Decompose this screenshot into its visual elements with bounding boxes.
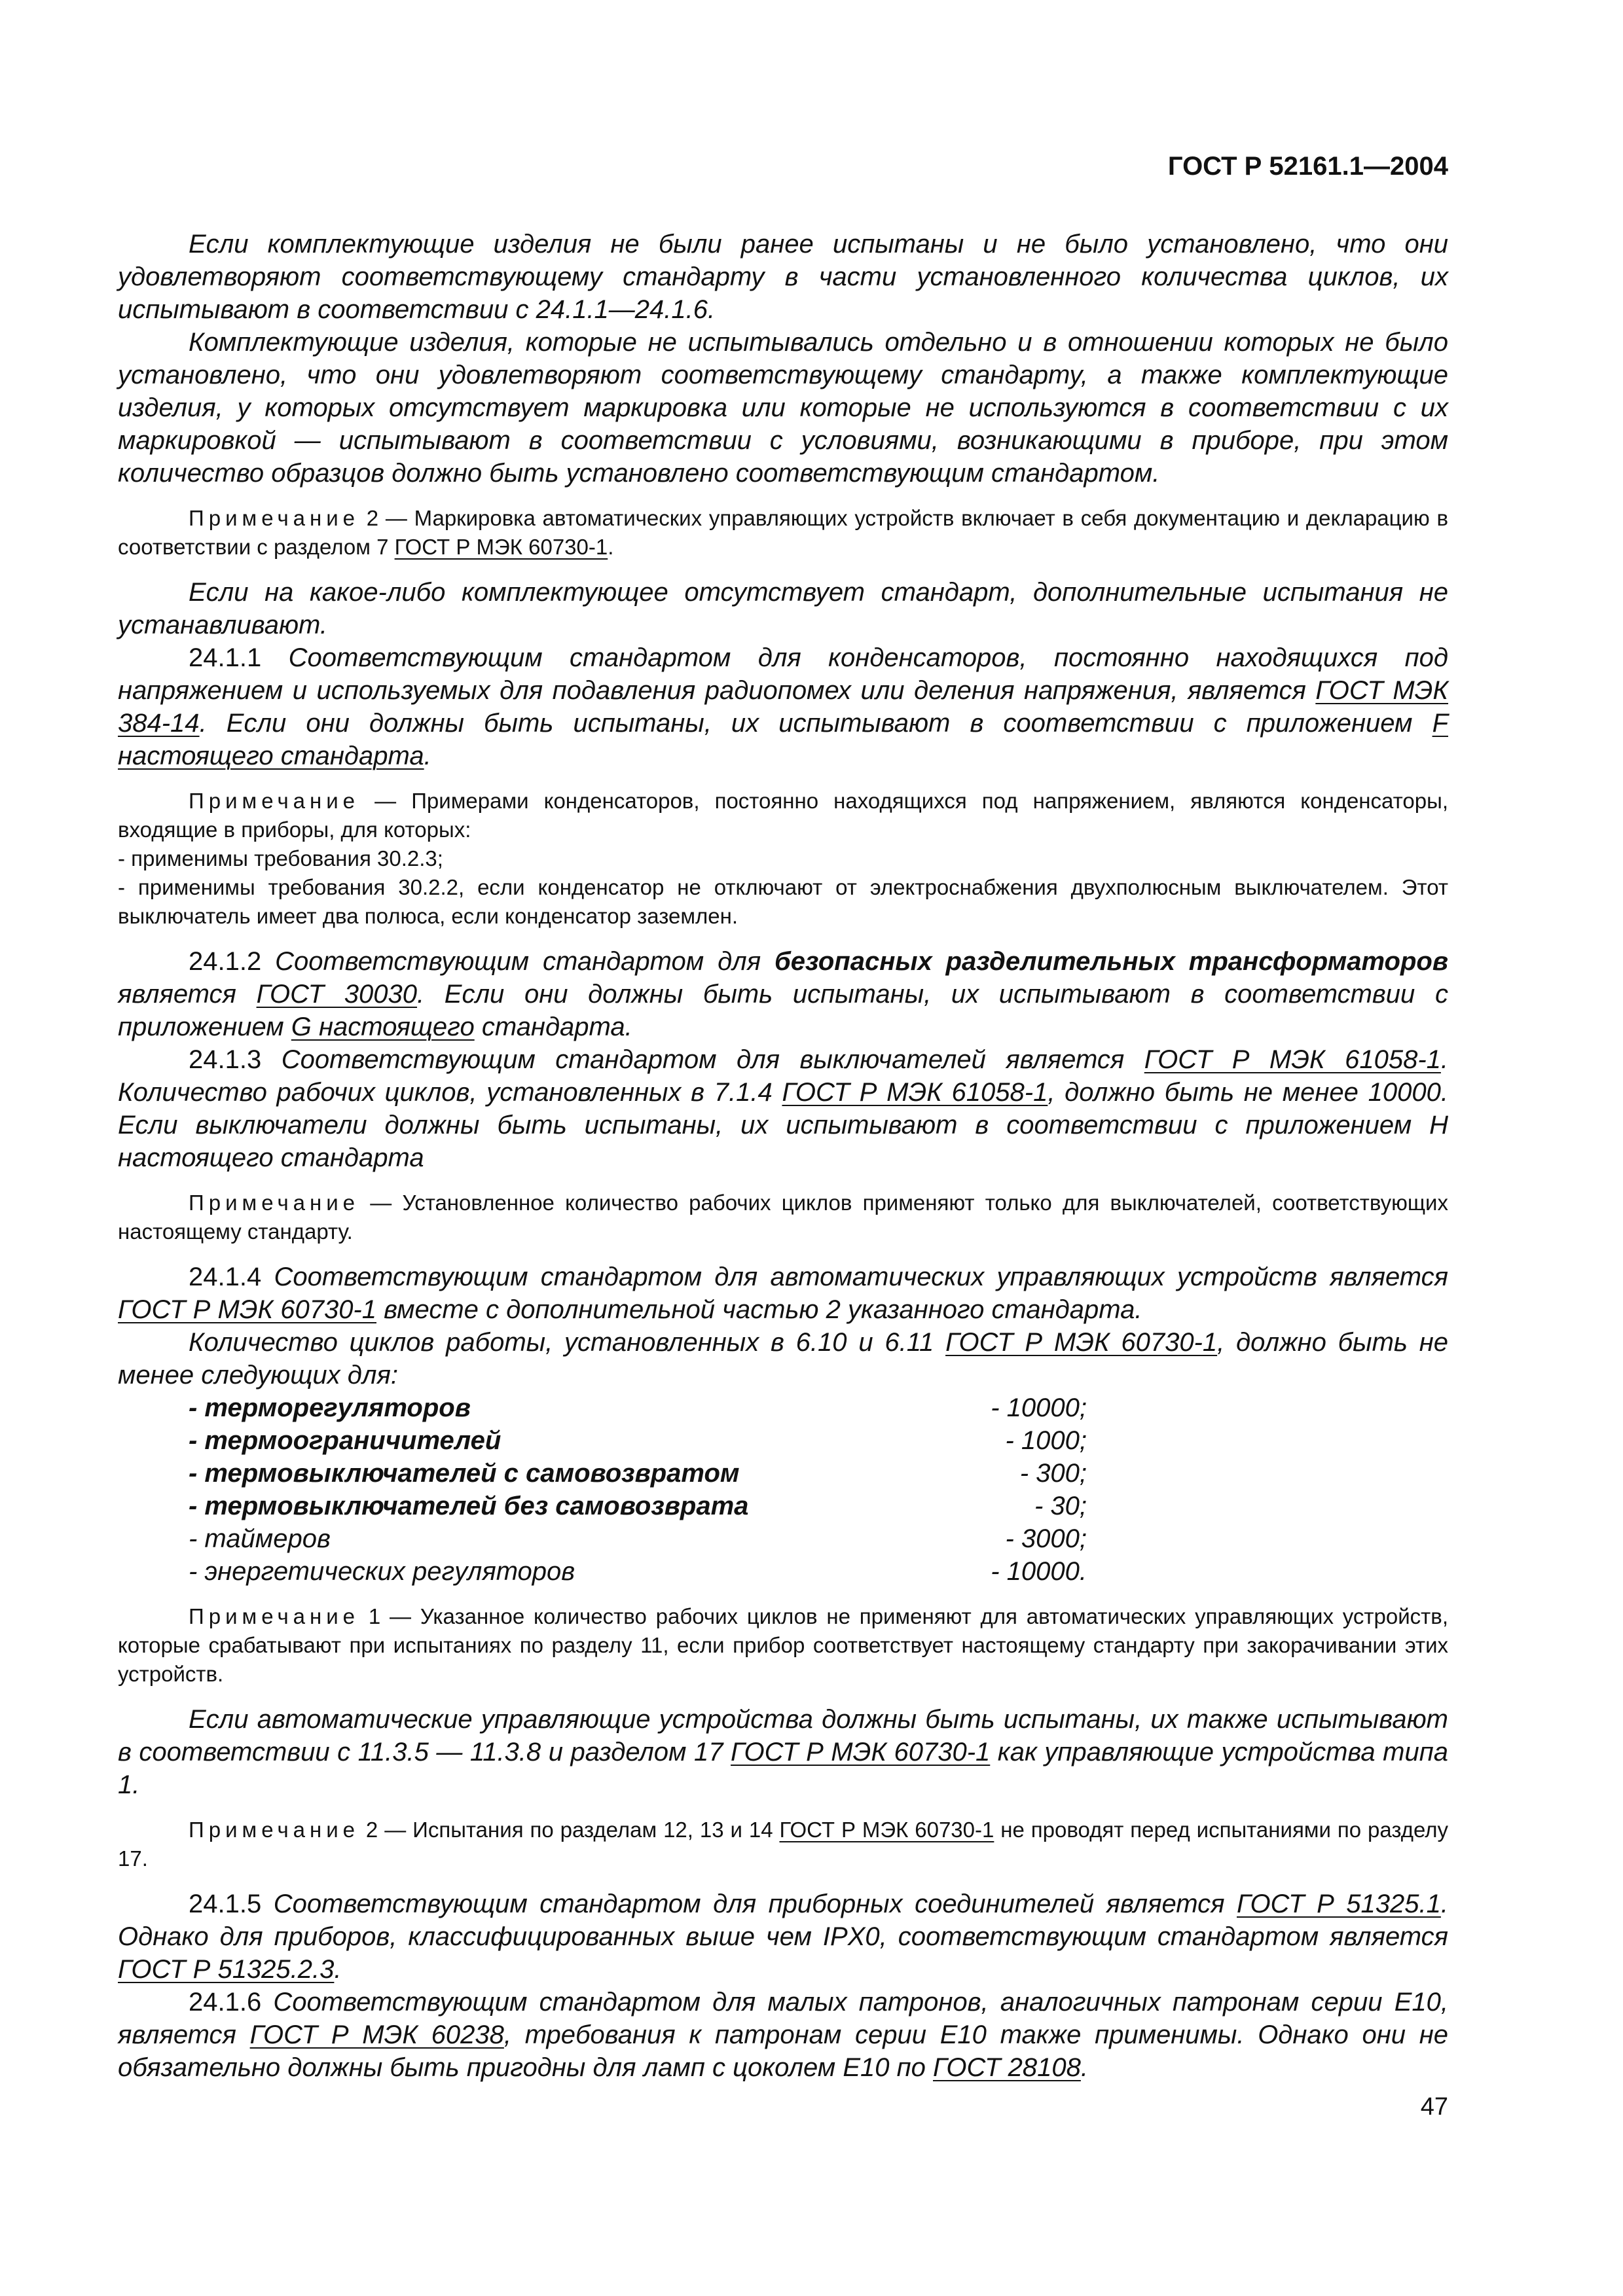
reference-link[interactable]: ГОСТ Р МЭК 60238 [249,2020,504,2049]
reference-link[interactable]: F настоящего стандарта [118,709,1448,770]
list-item: - применимы требования 30.2.2, если конденсатор не отключают от электроснабжения двухполюсным выключателем. Этот выключатель имеет два полюса, если конденсатор заземлен. [118,875,1448,928]
note-capacitors: Примечание — Примерами конденсаторов, постоянно находящихся под напряжением, являются конденсаторы, входящие в приборы, для которых: - применимы требования 30.2.3; - применимы требования 30.2.2, если конденсатор не отключают от электроснабжения двухполюсным выключателем. Этот выключатель имеет два полюса, если конденсатор заземлен. [118,787,1448,931]
list-item: - термовыключателей без самовозврата - 30; [189,1492,1087,1520]
reference-link[interactable]: ГОСТ Р МЭК 60730-1 [731,1738,991,1767]
reference-link[interactable]: ГОСТ Р МЭК 60730-1 [779,1818,994,1842]
reference-link[interactable]: ГОСТ 28108 [933,2053,1081,2082]
reference-link[interactable]: ГОСТ Р МЭК 60730-1 [394,535,608,559]
section-24-1-6: 24.1.6 Соответствующим стандартом для малых патронов, аналогичных патронам серии Е10, является ГОСТ Р МЭК 60238, требования к патронам серии Е10 также применимы. Однако они не обязательно должны быть пригодны для ламп с цоколем Е10 по ГОСТ 28108. [118,1988,1448,2082]
section-24-1-3: 24.1.3 Соответствующим стандартом для выключателей является ГОСТ Р МЭК 61058-1. Количество рабочих циклов, установленных в 7.1.4 ГОСТ Р МЭК 61058-1, должно быть не менее 10000. Если выключатели должны быть испытаны, их испытывают в соответствии с приложением Н настоящего стандарта [118,1045,1449,1172]
cycle-count-list [118,1391,1448,1588]
reference-link[interactable]: ГОСТ Р МЭК 61058-1 [1144,1045,1441,1074]
reference-link[interactable]: ГОСТ Р 51325.1 [1237,1890,1441,1918]
reference-link[interactable]: ГОСТ 30030 [256,980,418,1009]
paragraph-control-tests: Если автоматические управляющие устройства должны быть испытаны, их также испытывают в соответствии с 11.3.5 — 11.3.8 и разделом 17 ГОСТ Р МЭК 60730-1 как управляющие устройства типа 1. [118,1705,1448,1799]
paragraph-components-not-marked: Комплектующие изделия, которые не испытывались отдельно и в отношении которых не было установлено, что они удовлетворяют соответствующему стандарту, а также комплектующие изделия, у которых отсутствует маркировка или которые не используются в соответствии с их маркировкой — испытывают в соответствии с условиями, возникающими в приборе, при этом количество образцов должно быть установлено соответствующим стандартом. [118,328,1448,488]
note-tests-order: Примечание 2 — Испытания по разделам 12, 13 и 14 ГОСТ Р МЭК 60730-1 не проводят перед испытаниями по разделу 17. [118,1818,1448,1871]
document-page [118,0,1448,2296]
page-header-standard: ГОСТ Р 52161.1—2004 [1167,152,1448,181]
section-24-1-4: 24.1.4 Соответствующим стандартом для автоматических управляющих устройств является ГОСТ Р МЭК 60730-1 вместе с дополнительной частью 2 указанного стандарта. [118,1263,1448,1324]
reference-link[interactable]: G настоящего [291,1013,475,1041]
reference-link[interactable]: ГОСТ Р 51325.2.3 [118,1955,335,1984]
document-body [118,228,1448,2084]
reference-link[interactable]: ГОСТ МЭК 384-14 [118,676,1449,738]
page-number: 47 [1420,2093,1448,2121]
section-24-1-1: 24.1.1 Соответствующим стандартом для конденсаторов, постоянно находящихся под напряжением и используемых для подавления радиопомех или деления напряжения, является ГОСТ МЭК 384-14. Если они должны быть испытаны, их испытывают в соответствии с приложением F настоящего стандарта. [118,643,1449,770]
reference-link[interactable]: ГОСТ Р МЭК 61058-1 [782,1078,1048,1107]
paragraph-untested-components: Если комплектующие изделия не были ранее испытаны и не было установлено, что они удовлетворяют соответствующему стандарту в части установленного количества циклов, их испытывают в соответствии с 24.1.1—24.1.6. [118,230,1448,324]
section-24-1-5: 24.1.5 Соответствующим стандартом для приборных соединителей является ГОСТ Р 51325.1. Однако для приборов, классифицированных выше чем IPX0, соответствующим стандартом является ГОСТ Р 51325.2.3. [118,1890,1449,1984]
note-marking: Примечание 2 — Маркировка автоматических управляющих устройств включает в себя документацию и декларацию в соответствии с разделом 7 ГОСТ Р МЭК 60730-1. [118,506,1448,559]
list-item: - терморегуляторов - 10000; [189,1393,1087,1422]
list-item: - энергетических регуляторов - 10000. [189,1557,1087,1586]
section-24-1-2: 24.1.2 Соответствующим стандартом для безопасных разделительных трансформаторов является ГОСТ 30030. Если они должны быть испытаны, их испытывают в соответствии с приложением G настоящего стандарта. [118,947,1448,1041]
reference-link[interactable]: ГОСТ Р МЭК 60730-1 [118,1295,376,1324]
paragraph-cycle-count: Количество циклов работы, установленных в 6.10 и 6.11 ГОСТ Р МЭК 60730-1, должно быть не менее следующих для: [118,1328,1448,1390]
list-item: - применимы требования 30.2.3; [118,846,443,870]
reference-link[interactable]: ГОСТ Р МЭК 60730-1 [945,1328,1218,1357]
note-switch-cycles: Примечание — Установленное количество рабочих циклов применяют только для выключателей, соответствующих настоящему стандарту. [118,1191,1448,1244]
note-short-circuit: Примечание 1 — Указанное количество рабочих циклов не применяют для автоматических управляющих устройств, которые срабатывают при испытаниях по разделу 11, если прибор соответствует настоящему стандарту при закорачивании этих устройств. [118,1604,1448,1686]
list-item: - таймеров - 3000; [189,1524,1087,1553]
list-item: - термоограничителей - 1000; [189,1426,1087,1455]
paragraph-no-standard: Если на какое-либо комплектующее отсутствует стандарт, дополнительные испытания не устанавливают. [118,578,1448,639]
list-item: - термовыключателей с самовозвратом - 300; [189,1459,1087,1488]
